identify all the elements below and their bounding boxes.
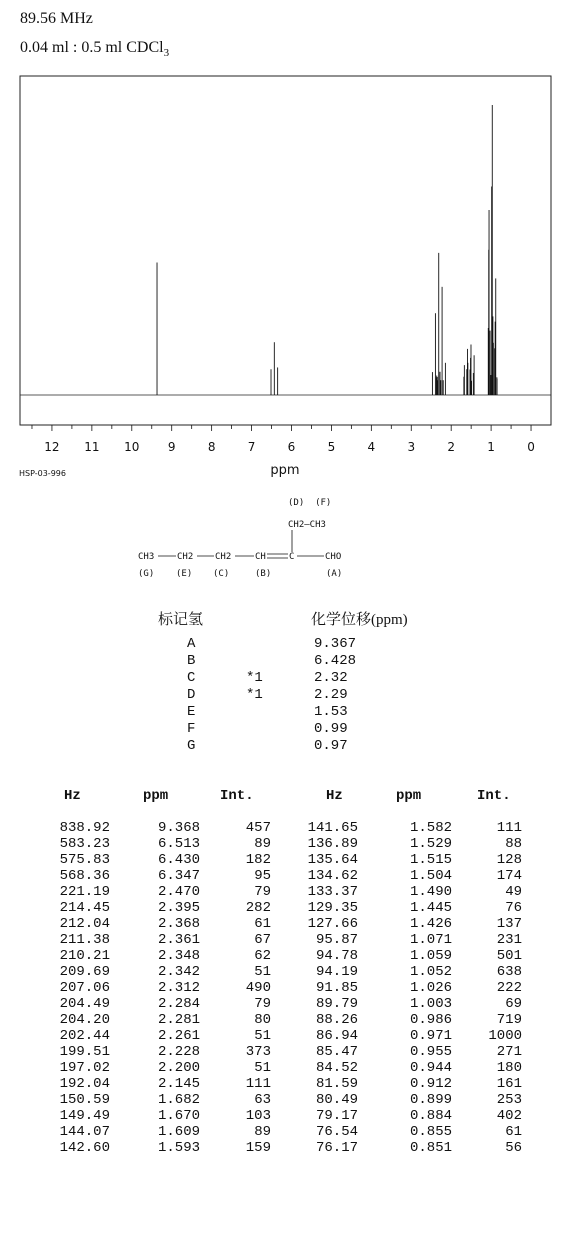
col-header-int-left: Int. (220, 788, 254, 804)
peak-ppm-cell: 1.529 (409, 836, 452, 852)
peak-ppm-cell: 1.490 (409, 884, 452, 900)
assignment-shift: 0.99 (314, 721, 348, 737)
col-header-ppm-left: ppm (143, 788, 169, 804)
peak-ppm-cell: 1.003 (409, 996, 452, 1012)
assignment-header-shift: 化学位移(ppm) (311, 612, 408, 628)
peak-int-cell: 111 (496, 820, 522, 836)
peak-ppm-cell: 0.899 (409, 1092, 452, 1108)
peak-ppm-cell: 1.609 (157, 1124, 200, 1140)
col-header-ppm-right: ppm (396, 788, 422, 804)
peak-ppm-cell: 1.504 (409, 868, 452, 884)
chain-atom-4: C (289, 552, 295, 562)
struct-top-group: CH2—CH3 (288, 520, 326, 530)
x-tick-label: 5 (327, 440, 336, 454)
peak-int-cell: 88 (505, 836, 522, 852)
peak-ppm-cell: 1.071 (409, 932, 452, 948)
peak-int-cell: 89 (254, 836, 271, 852)
assignment-shift: 9.367 (314, 636, 357, 652)
peak-ppm-cell: 1.026 (409, 980, 452, 996)
peak-int-cell: 180 (496, 1060, 522, 1076)
peak-hz-cell: 583.23 (59, 836, 110, 852)
peak-hz-cell: 81.59 (315, 1076, 358, 1092)
peak-int-cell: 61 (505, 1124, 522, 1140)
peak-ppm-cell: 6.347 (157, 868, 200, 884)
peak-hz-cell: 144.07 (59, 1124, 110, 1140)
x-tick-label: 2 (447, 440, 456, 454)
assignment-hydrogen: G (187, 738, 196, 754)
x-tick-label: 12 (44, 440, 60, 454)
peak-ppm-cell: 2.312 (157, 980, 200, 996)
peak-int-cell: 137 (496, 916, 522, 932)
peak-ppm-cell: 0.944 (409, 1060, 452, 1076)
peak-ppm-cell: 6.513 (157, 836, 200, 852)
peak-hz-cell: 838.92 (59, 820, 110, 836)
chain-atom-2: CH2 (215, 552, 232, 562)
peak-hz-cell: 94.19 (315, 964, 358, 980)
chain-label-b: (B) (255, 569, 272, 579)
peak-hz-cell: 197.02 (59, 1060, 110, 1076)
peak-int-cell: 128 (496, 852, 522, 868)
peak-int-cell: 80 (254, 1012, 271, 1028)
peak-ppm-cell: 1.052 (409, 964, 452, 980)
peak-int-cell: 89 (254, 1124, 271, 1140)
peak-ppm-cell: 2.228 (157, 1044, 200, 1060)
peak-hz-cell: 88.26 (315, 1012, 358, 1028)
peak-int-cell: 161 (496, 1076, 522, 1092)
peak-int-cell: 174 (496, 868, 522, 884)
peak-hz-cell: 204.20 (59, 1012, 110, 1028)
peak-hz-cell: 568.36 (59, 868, 110, 884)
peak-ppm-cell: 1.059 (409, 948, 452, 964)
x-tick-label: 11 (84, 440, 100, 454)
peak-int-cell: 61 (254, 916, 271, 932)
spectrometer-frequency: 89.56 MHz (20, 10, 93, 27)
peak-ppm-cell: 2.145 (157, 1076, 200, 1092)
peak-int-cell: 457 (245, 820, 271, 836)
x-tick-label: 1 (487, 440, 495, 454)
peak-hz-cell: 134.62 (307, 868, 358, 884)
x-tick-label: 4 (367, 440, 376, 454)
x-tick-label: 0 (527, 440, 535, 454)
peak-int-cell: 490 (245, 980, 271, 996)
peak-ppm-cell: 0.855 (409, 1124, 452, 1140)
peak-hz-cell: 76.54 (315, 1124, 358, 1140)
peak-ppm-cell: 2.284 (157, 996, 200, 1012)
x-tick-label: 10 (124, 440, 140, 454)
col-header-hz-right: Hz (326, 788, 343, 804)
peak-int-cell: 51 (254, 1028, 271, 1044)
peak-int-cell: 79 (254, 996, 271, 1012)
assignment-hydrogen: C (187, 670, 196, 686)
assignment-hydrogen: D (187, 687, 196, 703)
assignment-header-hydrogen: 标记氢 (158, 612, 204, 628)
col-header-hz-left: Hz (64, 788, 81, 804)
peak-int-cell: 95 (254, 868, 271, 884)
peak-ppm-cell: 6.430 (157, 852, 200, 868)
assignment-shift: 2.29 (314, 687, 348, 703)
peak-ppm-cell: 2.342 (157, 964, 200, 980)
peak-int-cell: 51 (254, 964, 271, 980)
peak-ppm-cell: 0.884 (409, 1108, 452, 1124)
peak-int-cell: 501 (496, 948, 522, 964)
peak-ppm-cell: 0.986 (409, 1012, 452, 1028)
peak-hz-cell: 133.37 (307, 884, 358, 900)
peak-int-cell: 253 (496, 1092, 522, 1108)
peak-hz-cell: 575.83 (59, 852, 110, 868)
peak-hz-cell: 204.49 (59, 996, 110, 1012)
peak-ppm-cell: 0.851 (409, 1140, 452, 1156)
solvent-subscript: 3 (163, 47, 170, 60)
peak-hz-cell: 85.47 (315, 1044, 358, 1060)
peak-hz-cell: 142.60 (59, 1140, 110, 1156)
peak-hz-cell: 202.44 (59, 1028, 110, 1044)
peak-hz-cell: 79.17 (315, 1108, 358, 1124)
peak-ppm-cell: 1.445 (409, 900, 452, 916)
peak-int-cell: 76 (505, 900, 522, 916)
assignment-shift: 1.53 (314, 704, 348, 720)
struct-top-labels: (D) (F) (288, 498, 332, 508)
assignment-shift: 2.32 (314, 670, 348, 686)
chain-label-a: (A) (326, 569, 343, 579)
assignment-shift: 6.428 (314, 653, 357, 669)
assignment-hydrogen: F (187, 721, 196, 737)
peak-ppm-cell: 1.682 (157, 1092, 200, 1108)
peak-ppm-cell: 2.261 (157, 1028, 200, 1044)
assignment-hydrogen: A (187, 636, 196, 652)
peak-ppm-cell: 2.348 (157, 948, 200, 964)
peak-hz-cell: 84.52 (315, 1060, 358, 1076)
peak-hz-cell: 141.65 (307, 820, 358, 836)
peak-hz-cell: 199.51 (59, 1044, 110, 1060)
peak-hz-cell: 129.35 (307, 900, 358, 916)
chain-atom-3: CH (255, 552, 266, 562)
peak-hz-cell: 209.69 (59, 964, 110, 980)
peak-hz-cell: 94.78 (315, 948, 358, 964)
chain-atom-5: CHO (325, 552, 342, 562)
peak-int-cell: 67 (254, 932, 271, 948)
x-tick-label: 3 (407, 440, 416, 454)
peak-ppm-cell: 0.971 (409, 1028, 452, 1044)
assignment-hydrogen: B (187, 653, 196, 669)
peak-hz-cell: 127.66 (307, 916, 358, 932)
peak-hz-cell: 221.19 (59, 884, 110, 900)
x-tick-label: 8 (207, 440, 216, 454)
col-header-int-right: Int. (477, 788, 511, 804)
peak-int-cell: 282 (245, 900, 271, 916)
peak-ppm-cell: 2.361 (157, 932, 200, 948)
peak-int-cell: 49 (505, 884, 522, 900)
assignment-hydrogen: E (187, 704, 196, 720)
chain-atom-1: CH2 (177, 552, 194, 562)
x-tick-label: 7 (247, 440, 256, 454)
peak-ppm-cell: 1.515 (409, 852, 452, 868)
peak-hz-cell: 212.04 (59, 916, 110, 932)
peak-hz-cell: 207.06 (59, 980, 110, 996)
peak-hz-cell: 214.45 (59, 900, 110, 916)
chain-atom-0: CH3 (138, 552, 155, 562)
peak-hz-cell: 91.85 (315, 980, 358, 996)
peak-hz-cell: 211.38 (59, 932, 110, 948)
peak-int-cell: 103 (245, 1108, 271, 1124)
assignment-note: *1 (246, 670, 263, 686)
peak-hz-cell: 149.49 (59, 1108, 110, 1124)
peak-int-cell: 62 (254, 948, 271, 964)
x-axis-label: ppm (270, 463, 300, 478)
peak-int-cell: 402 (496, 1108, 522, 1124)
peak-hz-cell: 76.17 (315, 1140, 358, 1156)
peak-int-cell: 638 (496, 964, 522, 980)
peak-int-cell: 159 (245, 1140, 271, 1156)
peak-ppm-cell: 2.281 (157, 1012, 200, 1028)
peak-hz-cell: 136.89 (307, 836, 358, 852)
peak-hz-cell: 95.87 (315, 932, 358, 948)
peak-int-cell: 1000 (488, 1028, 522, 1044)
peak-int-cell: 719 (496, 1012, 522, 1028)
peak-int-cell: 63 (254, 1092, 271, 1108)
assignment-shift: 0.97 (314, 738, 348, 754)
peak-int-cell: 56 (505, 1140, 522, 1156)
peak-hz-cell: 86.94 (315, 1028, 358, 1044)
peak-ppm-cell: 2.395 (157, 900, 200, 916)
peak-int-cell: 271 (496, 1044, 522, 1060)
peak-hz-cell: 192.04 (59, 1076, 110, 1092)
peak-hz-cell: 135.64 (307, 852, 358, 868)
peak-int-cell: 111 (245, 1076, 271, 1092)
peak-hz-cell: 80.49 (315, 1092, 358, 1108)
molecule-structure (0, 0, 570, 600)
peak-int-cell: 51 (254, 1060, 271, 1076)
solvent-text: 0.04 ml : 0.5 ml CDCl (20, 39, 164, 56)
peak-ppm-cell: 2.470 (157, 884, 200, 900)
peak-int-cell: 373 (245, 1044, 271, 1060)
peak-ppm-cell: 1.426 (409, 916, 452, 932)
assignment-note: *1 (246, 687, 263, 703)
peak-ppm-cell: 0.912 (409, 1076, 452, 1092)
spectrum-code: HSP-03-996 (19, 469, 66, 478)
peak-int-cell: 182 (245, 852, 271, 868)
x-tick-label: 9 (167, 440, 176, 454)
peak-int-cell: 79 (254, 884, 271, 900)
peak-ppm-cell: 1.593 (157, 1140, 200, 1156)
peak-ppm-cell: 1.670 (157, 1108, 200, 1124)
chain-label-e: (E) (176, 569, 193, 579)
chain-label-g: (G) (138, 569, 155, 579)
x-tick-label: 6 (287, 440, 296, 454)
peak-hz-cell: 89.79 (315, 996, 358, 1012)
peak-int-cell: 69 (505, 996, 522, 1012)
peak-hz-cell: 150.59 (59, 1092, 110, 1108)
peak-ppm-cell: 2.200 (157, 1060, 200, 1076)
peak-ppm-cell: 0.955 (409, 1044, 452, 1060)
peak-ppm-cell: 1.582 (409, 820, 452, 836)
peak-ppm-cell: 2.368 (157, 916, 200, 932)
peak-ppm-cell: 9.368 (157, 820, 200, 836)
peak-hz-cell: 210.21 (59, 948, 110, 964)
peak-int-cell: 222 (496, 980, 522, 996)
peak-int-cell: 231 (496, 932, 522, 948)
chain-label-c: (C) (213, 569, 230, 579)
